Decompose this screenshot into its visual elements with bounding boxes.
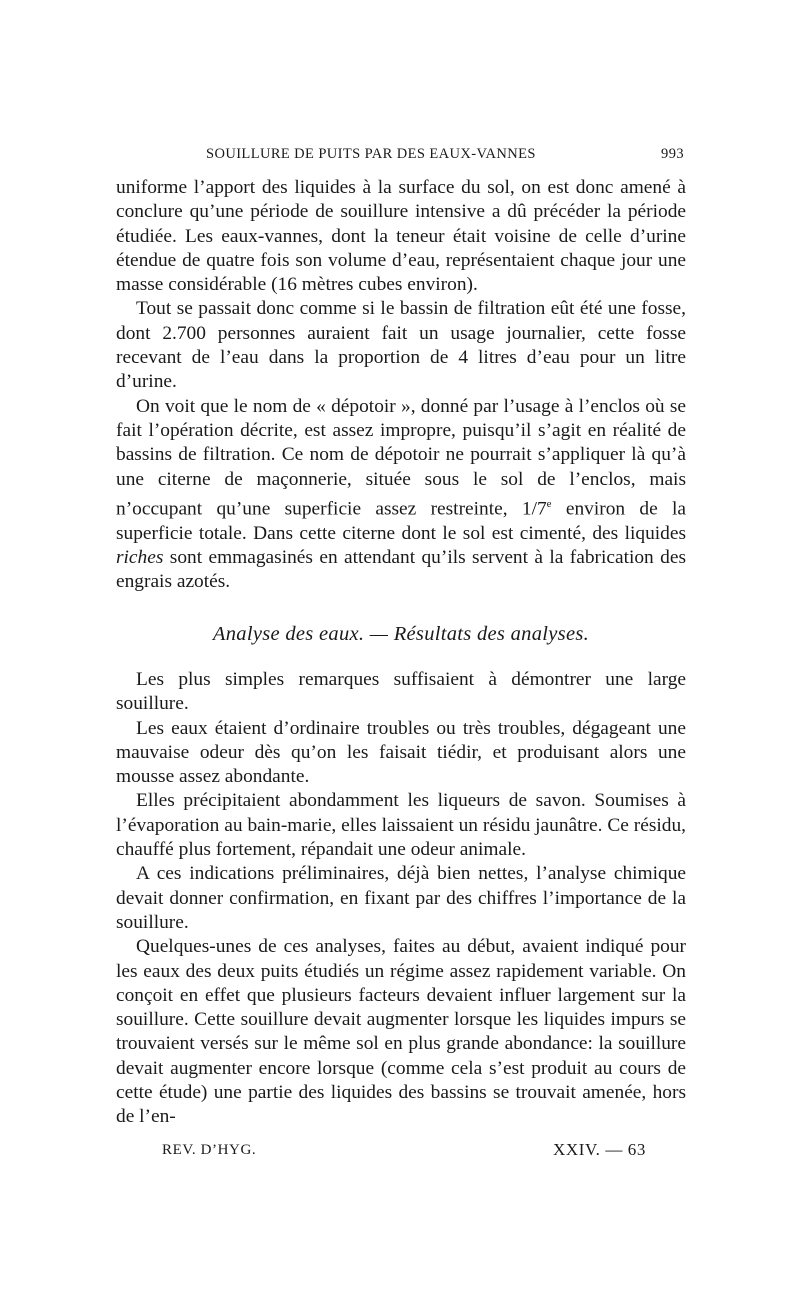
body-text-after-heading	[116, 668, 686, 1130]
paragraph: Elles précipitaient abondamment les liqueurs de savon. Soumises à l’évaporation au bain-marie, elles laissaient un résidu jaunâtre. Ce résidu, chauffé plus fortement, répandait une odeur animale.	[116, 790, 686, 861]
paragraph	[116, 395, 686, 595]
body-text-before-heading	[116, 176, 686, 595]
page-number: 993	[661, 146, 684, 162]
paragraph-text: On voit que le nom de « dépotoir », donné par l’usage à l’enclos où se fait l’opération décrite, est assez impropre, puisqu’il s’agit en réalité de bassins de filtration. Ce nom de dépotoir ne pourrait s’appliquer là qu’à une citerne de maçonnerie, située sous le sol de l’enclos, mais n’occupant qu’une superficie assez restreinte, 1/7	[116, 395, 686, 520]
sheet-signature: XXIV. — 63	[552, 1140, 646, 1159]
running-head	[116, 146, 686, 168]
paragraph: Quelques-unes de ces analyses, faites au début, avaient indiqué pour les eaux des deux puits étudiés un régime assez rapidement variable. On conçoit en effet que plusieurs facteurs devaient influer largement sur la souillure. Cette souillure devait augmenter lorsque les liquides impurs se trouvaient versés sur le même sol en plus grande abondance: la souillure devait augmenter encore lorsque (comme cela s’est produit au cours de cette étude) une partie des liquides des bassins se trouvait amenée, hors de l’en-	[116, 936, 686, 1128]
paragraph: Les eaux étaient d’ordinaire troubles ou très troubles, dégageant une mauvaise odeur dès qu’on les faisait tiédir, et produisant alors une mousse assez abondante.	[116, 717, 686, 788]
paragraph: A ces indications préliminaires, déjà bien nettes, l’analyse chimique devait donner confirmation, en fixant par des chiffres l’importance de la souillure.	[116, 863, 686, 933]
paragraph-text: environ de la superficie totale. Dans cette citerne dont le sol est cimenté, des liquides	[116, 498, 687, 544]
superscript-e: e	[546, 497, 552, 510]
paragraph-continued: uniforme l’apport des liquides à la surface du sol, on est donc amené à conclure qu’une période de souillure intensive a dû précéder la période étudiée. Les eaux-vannes, dont la teneur était voisine de celle d’urine étendue de quatre fois son volume d’eau, représentaient chaque jour une masse considérable (16 mètres cubes environ).	[116, 177, 686, 296]
journal-signature: REV. D’HYG.	[162, 1142, 257, 1158]
paragraph-text: sont emmagasinés en attendant qu’ils servent à la fabrication des engrais azotés.	[116, 546, 686, 593]
section-heading: Analyse des eaux. — Résultats des analyses.	[212, 623, 590, 645]
paragraph: Tout se passait donc comme si le bassin de filtration eût été une fosse, dont 2.700 personnes auraient fait un usage journalier, cette fosse recevant de l’eau dans la proportion de 4 litres d’eau pour un litre d’urine.	[116, 298, 686, 393]
paragraph: Les plus simples remarques suffisaient à démontrer une large souillure.	[116, 669, 686, 715]
running-head-title: SOUILLURE DE PUITS PAR DES EAUX-VANNES	[206, 146, 536, 162]
italic-word: riches	[116, 546, 164, 568]
page-footer	[116, 1140, 686, 1164]
